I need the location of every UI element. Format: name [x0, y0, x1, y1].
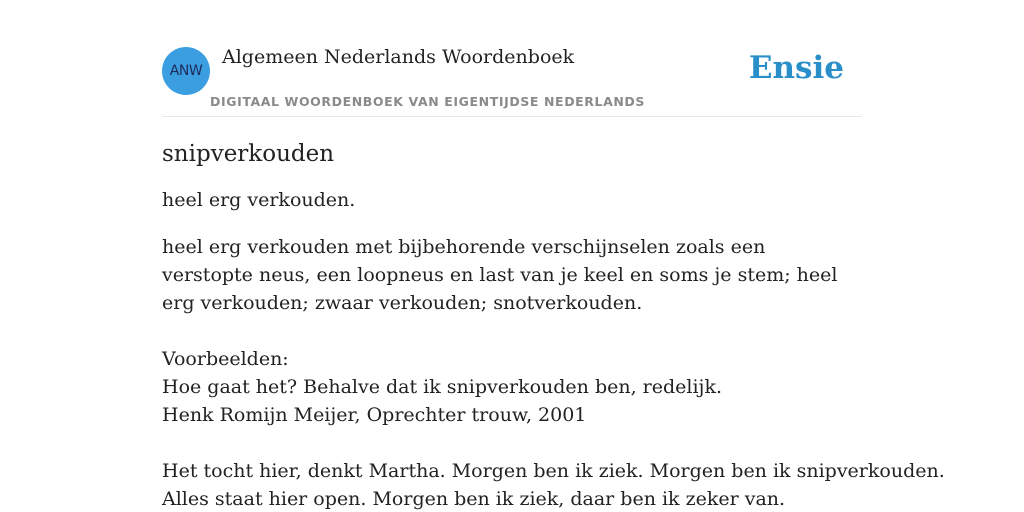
spacer	[162, 317, 862, 345]
example-quote: Alles staat hier open. Morgen ben ik ziek, daar ben ik zeker van.	[162, 488, 786, 510]
entry-title: snipverkouden	[162, 141, 335, 167]
ensie-brand-link[interactable]: Ensie	[748, 50, 844, 86]
site-title[interactable]: Algemeen Nederlands Woordenboek	[222, 46, 575, 68]
logo-text: ANW	[169, 63, 203, 79]
examples-heading: Voorbeelden:	[162, 348, 289, 370]
example-quote: Het tocht hier, denkt Martha. Morgen ben ik ziek. Morgen ben ik snipverkouden.	[162, 460, 945, 482]
short-definition: heel erg verkouden.	[162, 189, 356, 211]
site-header	[162, 0, 862, 117]
spacer	[162, 429, 862, 457]
long-definition: heel erg verkouden met bijbehorende verschijnselen zoals een verstopte neus, een loopneus en last van je keel en soms je stem; heel erg verkouden; zwaar verkouden; snotverkouden.	[162, 236, 838, 314]
example-block	[162, 457, 945, 512]
example-block	[162, 373, 862, 429]
example-source: Henk Romijn Meijer, Oprechter trouw, 2001	[162, 404, 587, 426]
example-quote: Hoe gaat het? Behalve dat ik snipverkouden ben, redelijk.	[162, 376, 722, 398]
anw-logo[interactable]	[162, 47, 210, 95]
entry-content	[162, 138, 945, 512]
site-subtitle: DIGITAAL WOORDENBOEK VAN EIGENTIJDSE NEDERLANDS	[210, 94, 646, 109]
